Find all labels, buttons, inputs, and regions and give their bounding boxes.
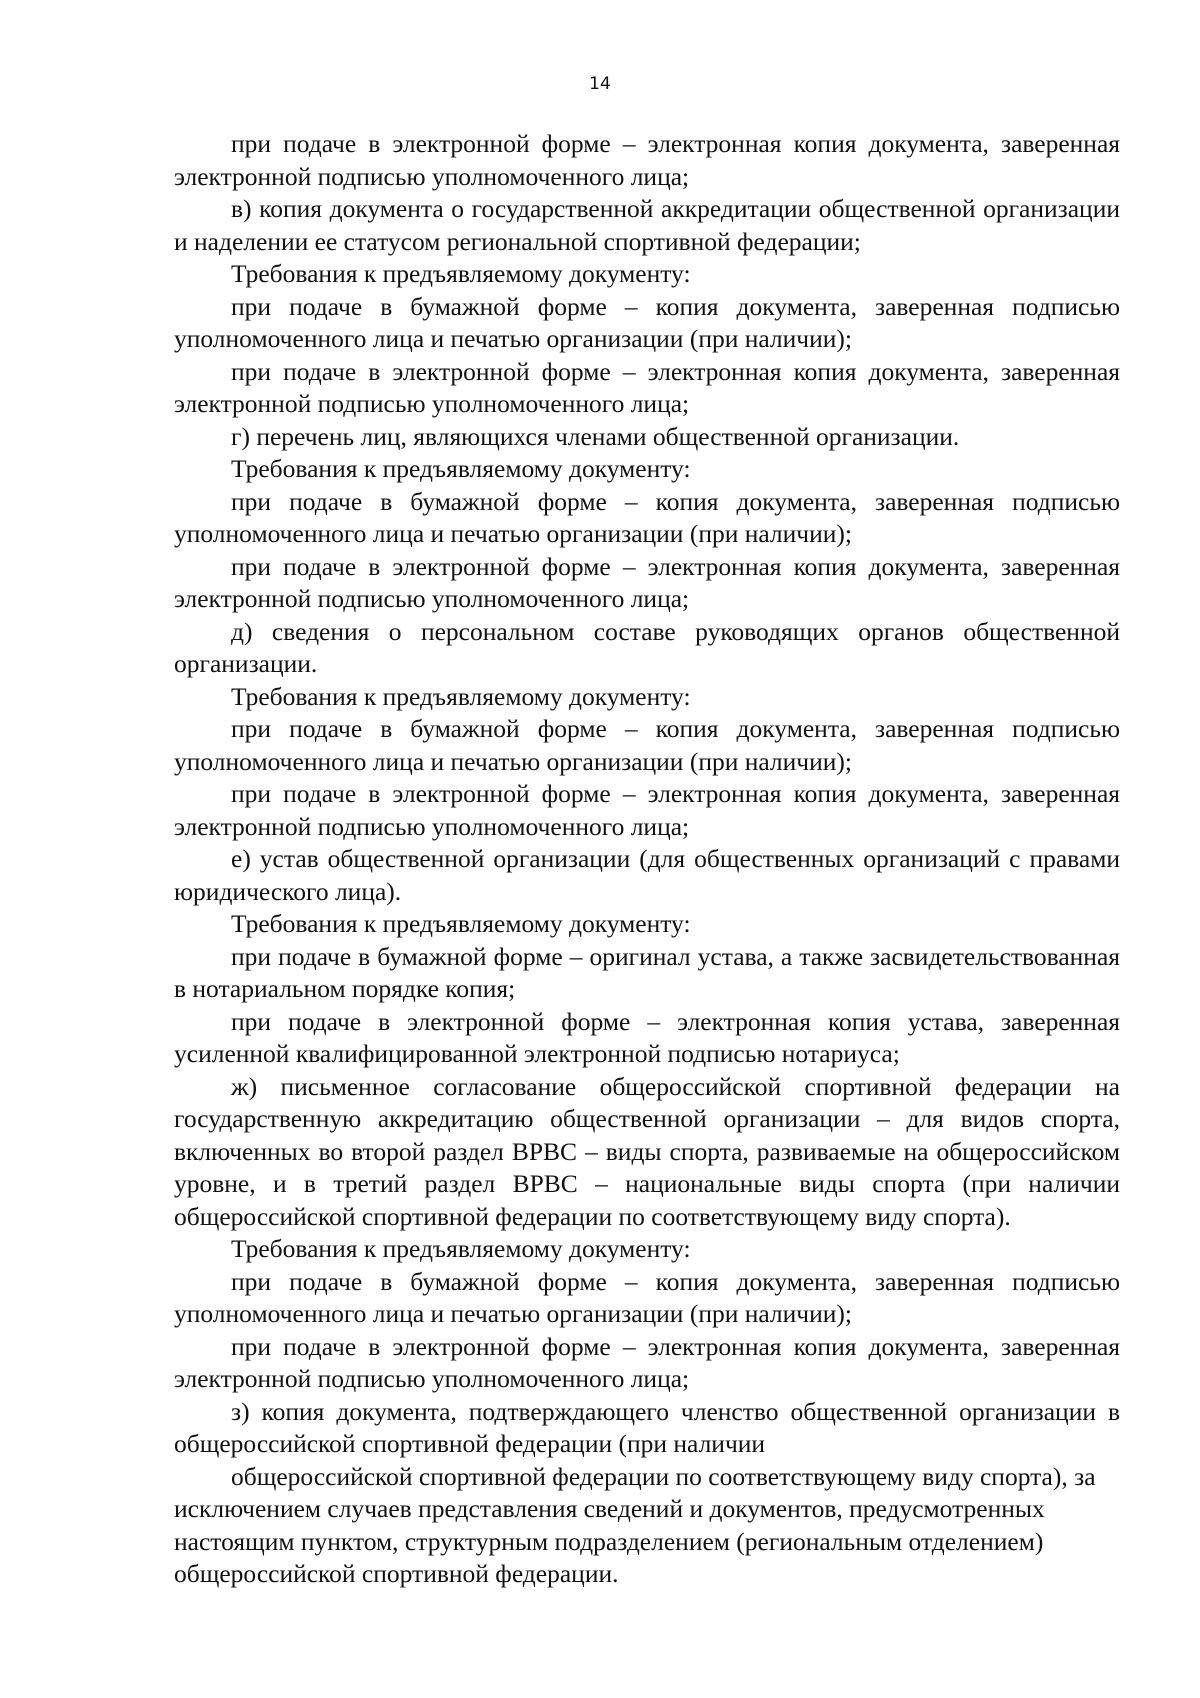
paragraph: при подаче в электронной форме – электронная копия документа, заверенная электронной подписью уполномоченного лица; [174,1331,1120,1393]
paragraph: ж) письменное согласование общероссийской спортивной федерации на государственную аккредитацию общественной организации – для видов спорта, включенных во второй раздел ВРВС – виды спорта, развиваемые на общероссийском уровне, и в третий раздел ВРВС – национальные виды спорта (при наличии общероссийской спортивной федерации по соответствующему виду спорта). [174,1071,1120,1231]
paragraph: е) устав общественной организации (для общественных организаций с правами юридического лица). [174,844,1120,906]
paragraph: при подаче в электронной форме – электронная копия документа, заверенная электронной подписью уполномоченного лица; [174,551,1120,613]
paragraph: з) копия документа, подтверждающего членство общественной организации в общероссийской спортивной федерации (при наличии [174,1396,1120,1458]
paragraph: при подаче в бумажной форме – копия документа, заверенная подписью уполномоченного лица и печатью организации (при наличии); [174,1266,1120,1328]
paragraph: Требования к предъявляемому документу: [231,259,691,288]
paragraph: при подаче в бумажной форме – оригинал устава, а также засвидетельствованная в нотариальном порядке копия; [174,941,1120,1003]
paragraph: при подаче в бумажной форме – копия документа, заверенная подписью уполномоченного лица и печатью организации (при наличии); [174,291,1120,353]
paragraph: при подаче в бумажной форме – копия документа, заверенная подписью уполномоченного лица и печатью организации (при наличии); [174,714,1120,776]
paragraph: при подаче в электронной форме – электронная копия документа, заверенная электронной подписью уполномоченного лица; [174,129,1120,191]
paragraph: Требования к предъявляемому документу: [231,454,691,483]
page-number: 14 [589,74,611,94]
paragraph: д) сведения о персональном составе руководящих органов общественной организации. [174,616,1120,678]
paragraph: общероссийской спортивной федерации по соответствующему виду спорта), за исключением случаев представления сведений и документов, предусмотренных настоящим пунктом, структурным подразделением (региональным отделением) общероссийской спортивной федерации. [174,1461,1096,1588]
paragraph: Требования к предъявляемому документу: [231,681,691,711]
paragraph: в) копия документа о государственной аккредитации общественной организации и наделении ее статусом региональной спортивной федерации; [174,194,1120,256]
paragraph: г) перечень лиц, являющихся членами общественной организации. [231,421,960,451]
paragraph: при подаче в электронной форме – электронная копия документа, заверенная электронной подписью уполномоченного лица; [174,356,1120,418]
paragraph: при подаче в электронной форме – электронная копия документа, заверенная электронной подписью уполномоченного лица; [174,779,1120,841]
paragraph: при подаче в электронной форме – электронная копия устава, заверенная усиленной квалифицированной электронной подписью нотариуса; [174,1006,1120,1068]
paragraph: Требования к предъявляемому документу: [231,1234,691,1263]
paragraph: при подаче в бумажной форме – копия документа, заверенная подписью уполномоченного лица и печатью организации (при наличии); [174,486,1120,548]
document-body [174,128,1120,1591]
paragraph: Требования к предъявляемому документу: [231,909,691,938]
